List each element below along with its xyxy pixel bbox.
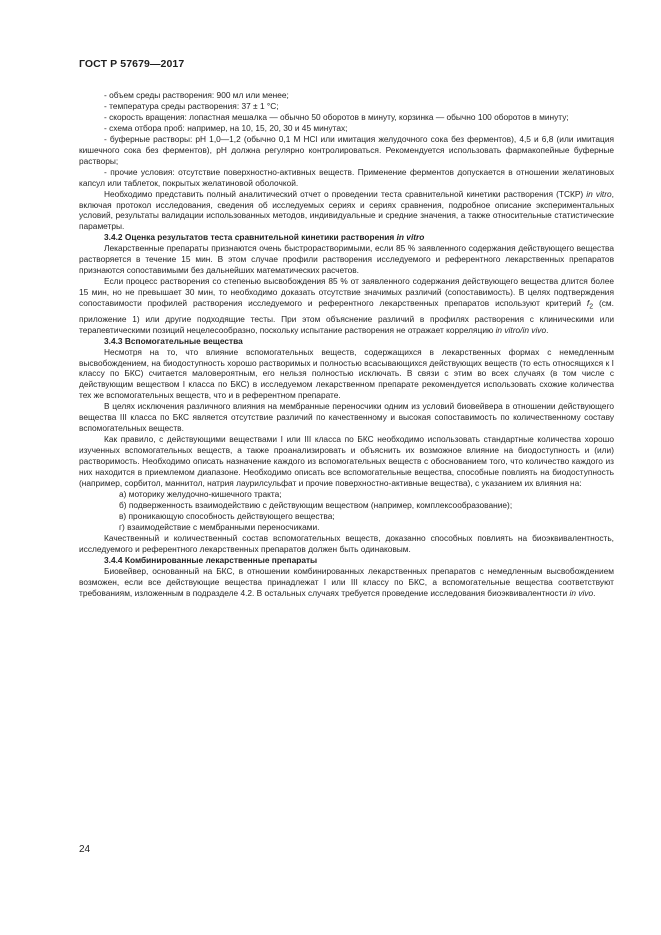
paragraph: Как правило, с действующими веществами I или III класса по БКС необходимо использовать стандартные количества хорошо изученных вспомогательных веществ, а также проанализировать и объяснить их возможное влияние на биодоступность и (или) растворимость. Необходимо описать назначение каждого из вспомогательных веществ с обоснованием того, что количество каждого из них находится в приемлемом диапазоне. Необходимо описать все вспомогательные вещества, способные повлиять на биодоступность (например, сорбитол, маннитол, натрия лаурилсульфат и прочие поверхностно-активные вещества), с указанием их влияния на: <box>79 434 614 489</box>
document-body <box>79 90 614 599</box>
list-item: г) взаимодействие с мембранными переносчиками. <box>119 521 320 532</box>
heading-text: 3.4.2 Оценка результатов теста сравнительной кинетики растворения <box>104 232 397 243</box>
list-item: - прочие условия: отсутствие поверхностно-активных веществ. Применение ферментов допускается в отношении желатиновых капсул или таблеток, покрытых желатиновой оболочкой. <box>79 166 614 188</box>
italic-text: in vitro/in vivo <box>495 324 547 335</box>
list-item: - объем среды растворения: 900 мл или менее; <box>104 90 289 100</box>
list-item: в) проникающую способность действующего вещества; <box>119 510 335 521</box>
section-heading-3-4-4: 3.4.4 Комбинированные лекарственные препараты <box>104 554 318 565</box>
text: Необходимо представить полный аналитический отчет о проведении теста сравнительной кинетики растворения (ТСКР) <box>104 188 587 199</box>
text: , включая протокол исследования, сведения об исследуемых сериях и сериях сравнения, подробное описание экспериментальных условий, результаты валидации использованных методов, индивидуальные и средние значения, а также относительные статистические параметры. <box>79 188 614 232</box>
paragraph <box>79 189 614 233</box>
paragraph: В целях исключения различного влияния на мембранные переносчики одним из условий биовейвера в отношении действующего вещества III класса по БКС является отсутствие различий по качественному и высокая сопоставимость по количественному составу вспомогательных веществ. <box>79 401 614 434</box>
list-item: - схема отбора проб: например, на 10, 15, 20, 30 и 45 минутах; <box>104 122 348 133</box>
text: Если процесс растворения со степенью высвобождения 85 % от заявленного содержания действующего вещества длится более 15 мин, но не превышает 30 мин, то необходимо доказать отсутствие значимых различий (сопоставимость). В целях подтверждения сопоставимости профилей растворения исследуемого и референтного лекарственных препаратов используют критерий <box>79 276 614 309</box>
paragraph: Несмотря на то, что влияние вспомогательных веществ, содержащихся в лекарственных формах с немедленным высвобождением, на биодоступность хорошо растворимых и полностью всасывающихся действующих веществ (то есть относящихся к I классу по БКС) считается маловероятным, его нельзя полностью исключать. В связи с этим во всех случаях (в том числе с действующим веществом I класса по БКС) в исследуемом лекарственном препарате рекомендуется использовать схожие количества тех же вспомогательных веществ, что и в референтном препарате. <box>79 346 614 401</box>
paragraph: Качественный и количественный состав вспомогательных веществ, доказанно способных повлиять на биоэквивалентность, исследуемого и референтного лекарственных препаратов должен быть одинаковым. <box>79 532 614 554</box>
section-heading-3-4-2 <box>79 232 614 243</box>
list-item: а) моторику желудочно-кишечного тракта; <box>119 488 282 499</box>
list-item: - скорость вращения: лопастная мешалка — обычно 50 оборотов в минуту, корзинка — обычно 100 оборотов в минуту; <box>104 111 569 122</box>
formula-subscript: 2 <box>589 303 594 311</box>
list-item: б) подверженность взаимодействию с действующим веществом (например, комплексообразование); <box>119 499 513 510</box>
heading-italic: in vitro <box>396 232 425 243</box>
document-header: ГОСТ Р 57679—2017 <box>79 58 185 70</box>
text: (см. приложение 1) или другие подходящие тесты. При этом объяснение различий в профилях растворения с клиническими или терапевтическими позиций нецелесообразно, поскольку испытание растворения не отражает корреляцию <box>79 298 614 335</box>
text: Биовейвер, основанный на БКС, в отношении комбинированных лекарственных препаратов с немедленным высвобождением возможен, если все действующие вещества принадлежат I или III классу по БКС, а вспомогательные вещества соответствуют требованиям, изложенным в подразделе 4.2. В остальных случаях требуется проведение исследования биоэквивалентности <box>79 565 614 598</box>
list-item: - буферные растворы: pH 1,0—1,2 (обычно 0,1 М HCl или имитация желудочного сока без ферментов), 4,5 и 6,8 (или имитация кишечного сока без ферментов), pH должна регулярно контролироваться. Рекомендуется использовать фармакопейные буферные растворы; <box>79 133 614 166</box>
page-number: 24 <box>79 844 91 855</box>
paragraph: Лекарственные препараты признаются очень быстрорастворимыми, если 85 % заявленного содержания действующего вещества растворяется в течение 15 мин. В этом случае профили растворения исследуемого и референтного лекарственных препаратов признаются сопоставимыми без дальнейших математических расчетов. <box>79 243 614 276</box>
paragraph <box>79 566 614 599</box>
text: . <box>546 324 549 335</box>
italic-text: in vitro <box>586 188 612 199</box>
formula-f: f <box>586 298 590 309</box>
text: . <box>593 587 596 598</box>
list-item: - температура среды растворения: 37 ± 1 °С; <box>104 100 279 111</box>
italic-text: in vivo <box>569 587 594 598</box>
section-heading-3-4-3: 3.4.3 Вспомогательные вещества <box>104 335 243 346</box>
paragraph <box>79 276 614 335</box>
